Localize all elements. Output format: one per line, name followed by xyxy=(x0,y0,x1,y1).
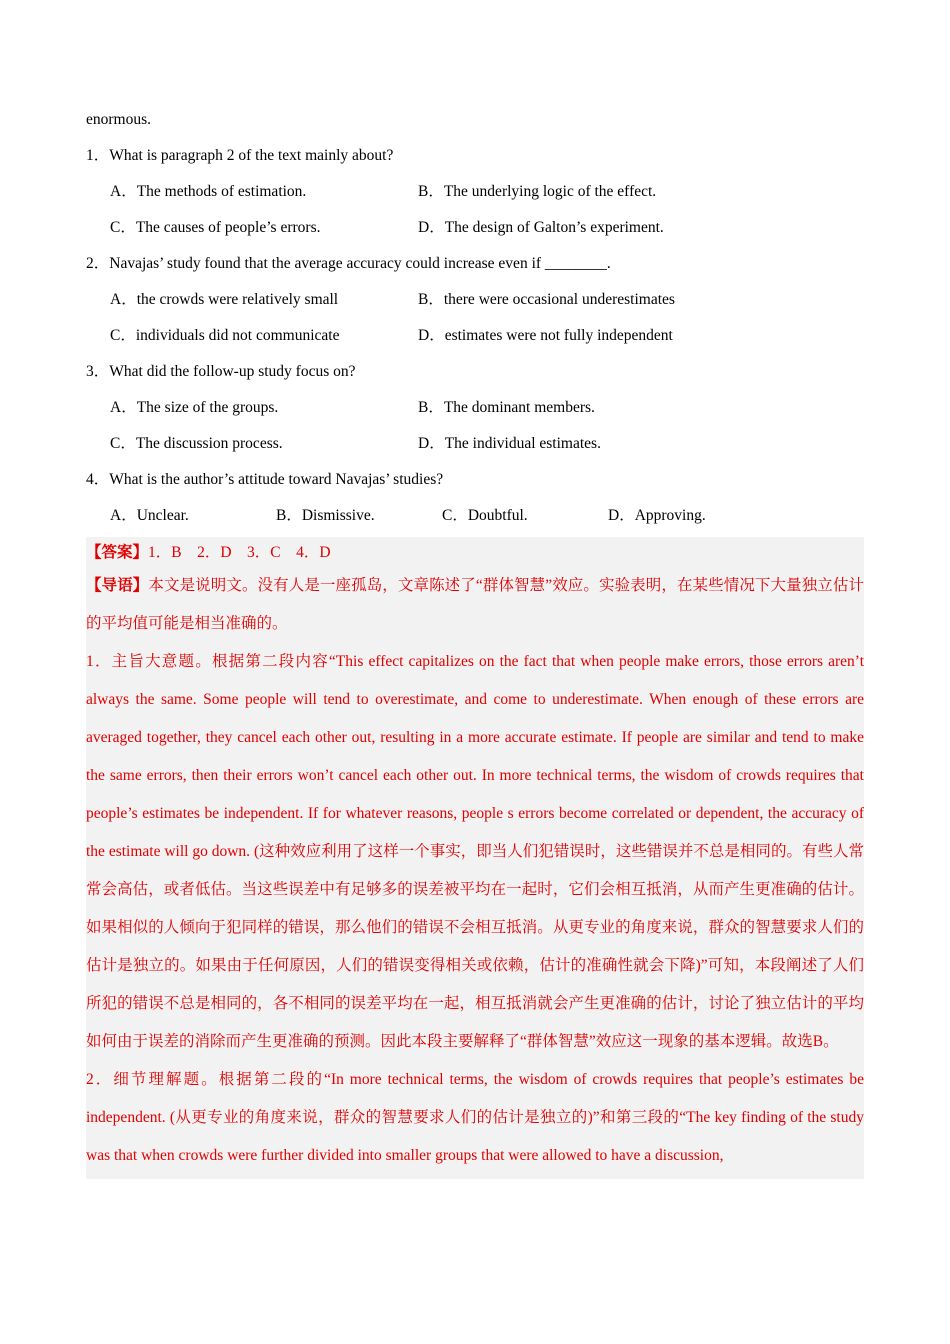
question-stem: 1．What is paragraph 2 of the text mainly about? xyxy=(86,147,394,164)
option-b: B．Dismissive. xyxy=(276,507,375,524)
question-4 xyxy=(86,470,864,526)
explanation-2: 2．细节理解题。根据第二段的“In more technical terms, the wisdom of crowds requires that people’s estimates be independent. (从更专业的角度来说，群众的智慧要求人们的估计是独立的)”和第三段的“The key finding of the study was that when crowds were further divided into smaller groups that were allowed to have a discussion, xyxy=(86,1071,864,1164)
guide-text: 本文是说明文。没有人是一座孤岛，文章陈述了“群体智慧”效应。实验表明，在某些情况下大量独立估计的平均值可能是相当准确的。 xyxy=(86,577,864,632)
option-c: C．The discussion process. xyxy=(110,435,283,452)
option-row xyxy=(86,398,864,418)
question-2 xyxy=(86,254,864,346)
option-c: C．individuals did not communicate xyxy=(110,327,340,344)
guide-label: 【导语】 xyxy=(86,577,149,594)
option-c: C．The causes of people’s errors. xyxy=(110,219,321,236)
option-b: B．The dominant members. xyxy=(418,399,595,416)
option-row xyxy=(86,326,864,346)
option-row xyxy=(86,290,864,310)
option-d: D．The individual estimates. xyxy=(418,435,601,452)
answer-label: 【答案】 xyxy=(86,544,149,561)
option-d: D．estimates were not fully independent xyxy=(418,327,673,344)
option-row xyxy=(86,434,864,454)
option-a: A．The size of the groups. xyxy=(110,399,279,416)
answer-line xyxy=(86,539,864,567)
option-a: A．The methods of estimation. xyxy=(110,183,307,200)
answer-text: 1．B 2．D 3．C 4．D xyxy=(148,544,331,561)
option-c: C．Doubtful. xyxy=(442,507,528,524)
lead-text: enormous. xyxy=(86,111,152,128)
explanation-1: 1．主旨大意题。根据第二段内容“This effect capitalizes on the fact that when people make errors, those errors aren’t always the same. Some people will tend to overestimate, and come to underestimate. When enough of these errors are averaged together, they cancel each other out, resulting in a more accurate estimate. If people are similar and tend to make the same errors, then their errors won’t cancel each other out. In more technical terms, the wisdom of crowds requires that people’s estimates be independent. If for whatever reasons, people s errors become correlated or dependent, the accuracy of the estimate will go down. (这种效应利用了这样一个事实，即当人们犯错误时，这些错误并不总是相同的。有些人常常会高估，或者低估。当这些误差中有足够多的误差被平均在一起时，它们会相互抵消，从而产生更准确的估计。如果相似的人倾向于犯同样的错误，那么他们的错误不会相互抵消。从更专业的角度来说，群众的智慧要求人们的估计是独立的。如果由于任何原因，人们的错误变得相关或依赖，估计的准确性就会下降)”可知，本段阐述了人们所犯的错误不总是相同的，各不相同的误差平均在一起，相互抵消就会产生更准确的估计，讨论了独立估计的平均如何由于误差的消除而产生更准确的预测。因此本段主要解释了“群体智慧”效应这一现象的基本逻辑。故选B。 xyxy=(86,653,864,1050)
option-d: D．The design of Galton’s experiment. xyxy=(418,219,664,236)
option-row xyxy=(86,182,864,202)
option-b: B．there were occasional underestimates xyxy=(418,291,675,308)
question-1 xyxy=(86,146,864,238)
option-a: A．the crowds were relatively small xyxy=(110,291,339,308)
question-stem: 3．What did the follow-up study focus on? xyxy=(86,363,356,380)
option-row xyxy=(86,218,864,238)
question-stem: 2．Navajas’ study found that the average accuracy could increase even if ________. xyxy=(86,255,611,272)
option-row xyxy=(86,506,864,526)
document-page xyxy=(86,110,864,1179)
question-stem: 4．What is the author’s attitude toward Navajas’ studies? xyxy=(86,471,444,488)
option-a: A．Unclear. xyxy=(110,507,189,524)
question-3 xyxy=(86,362,864,454)
guide-paragraph xyxy=(86,567,864,643)
option-d: D．Approving. xyxy=(608,507,706,524)
answer-explanation-block xyxy=(86,537,864,1179)
option-b: B．The underlying logic of the effect. xyxy=(418,183,657,200)
